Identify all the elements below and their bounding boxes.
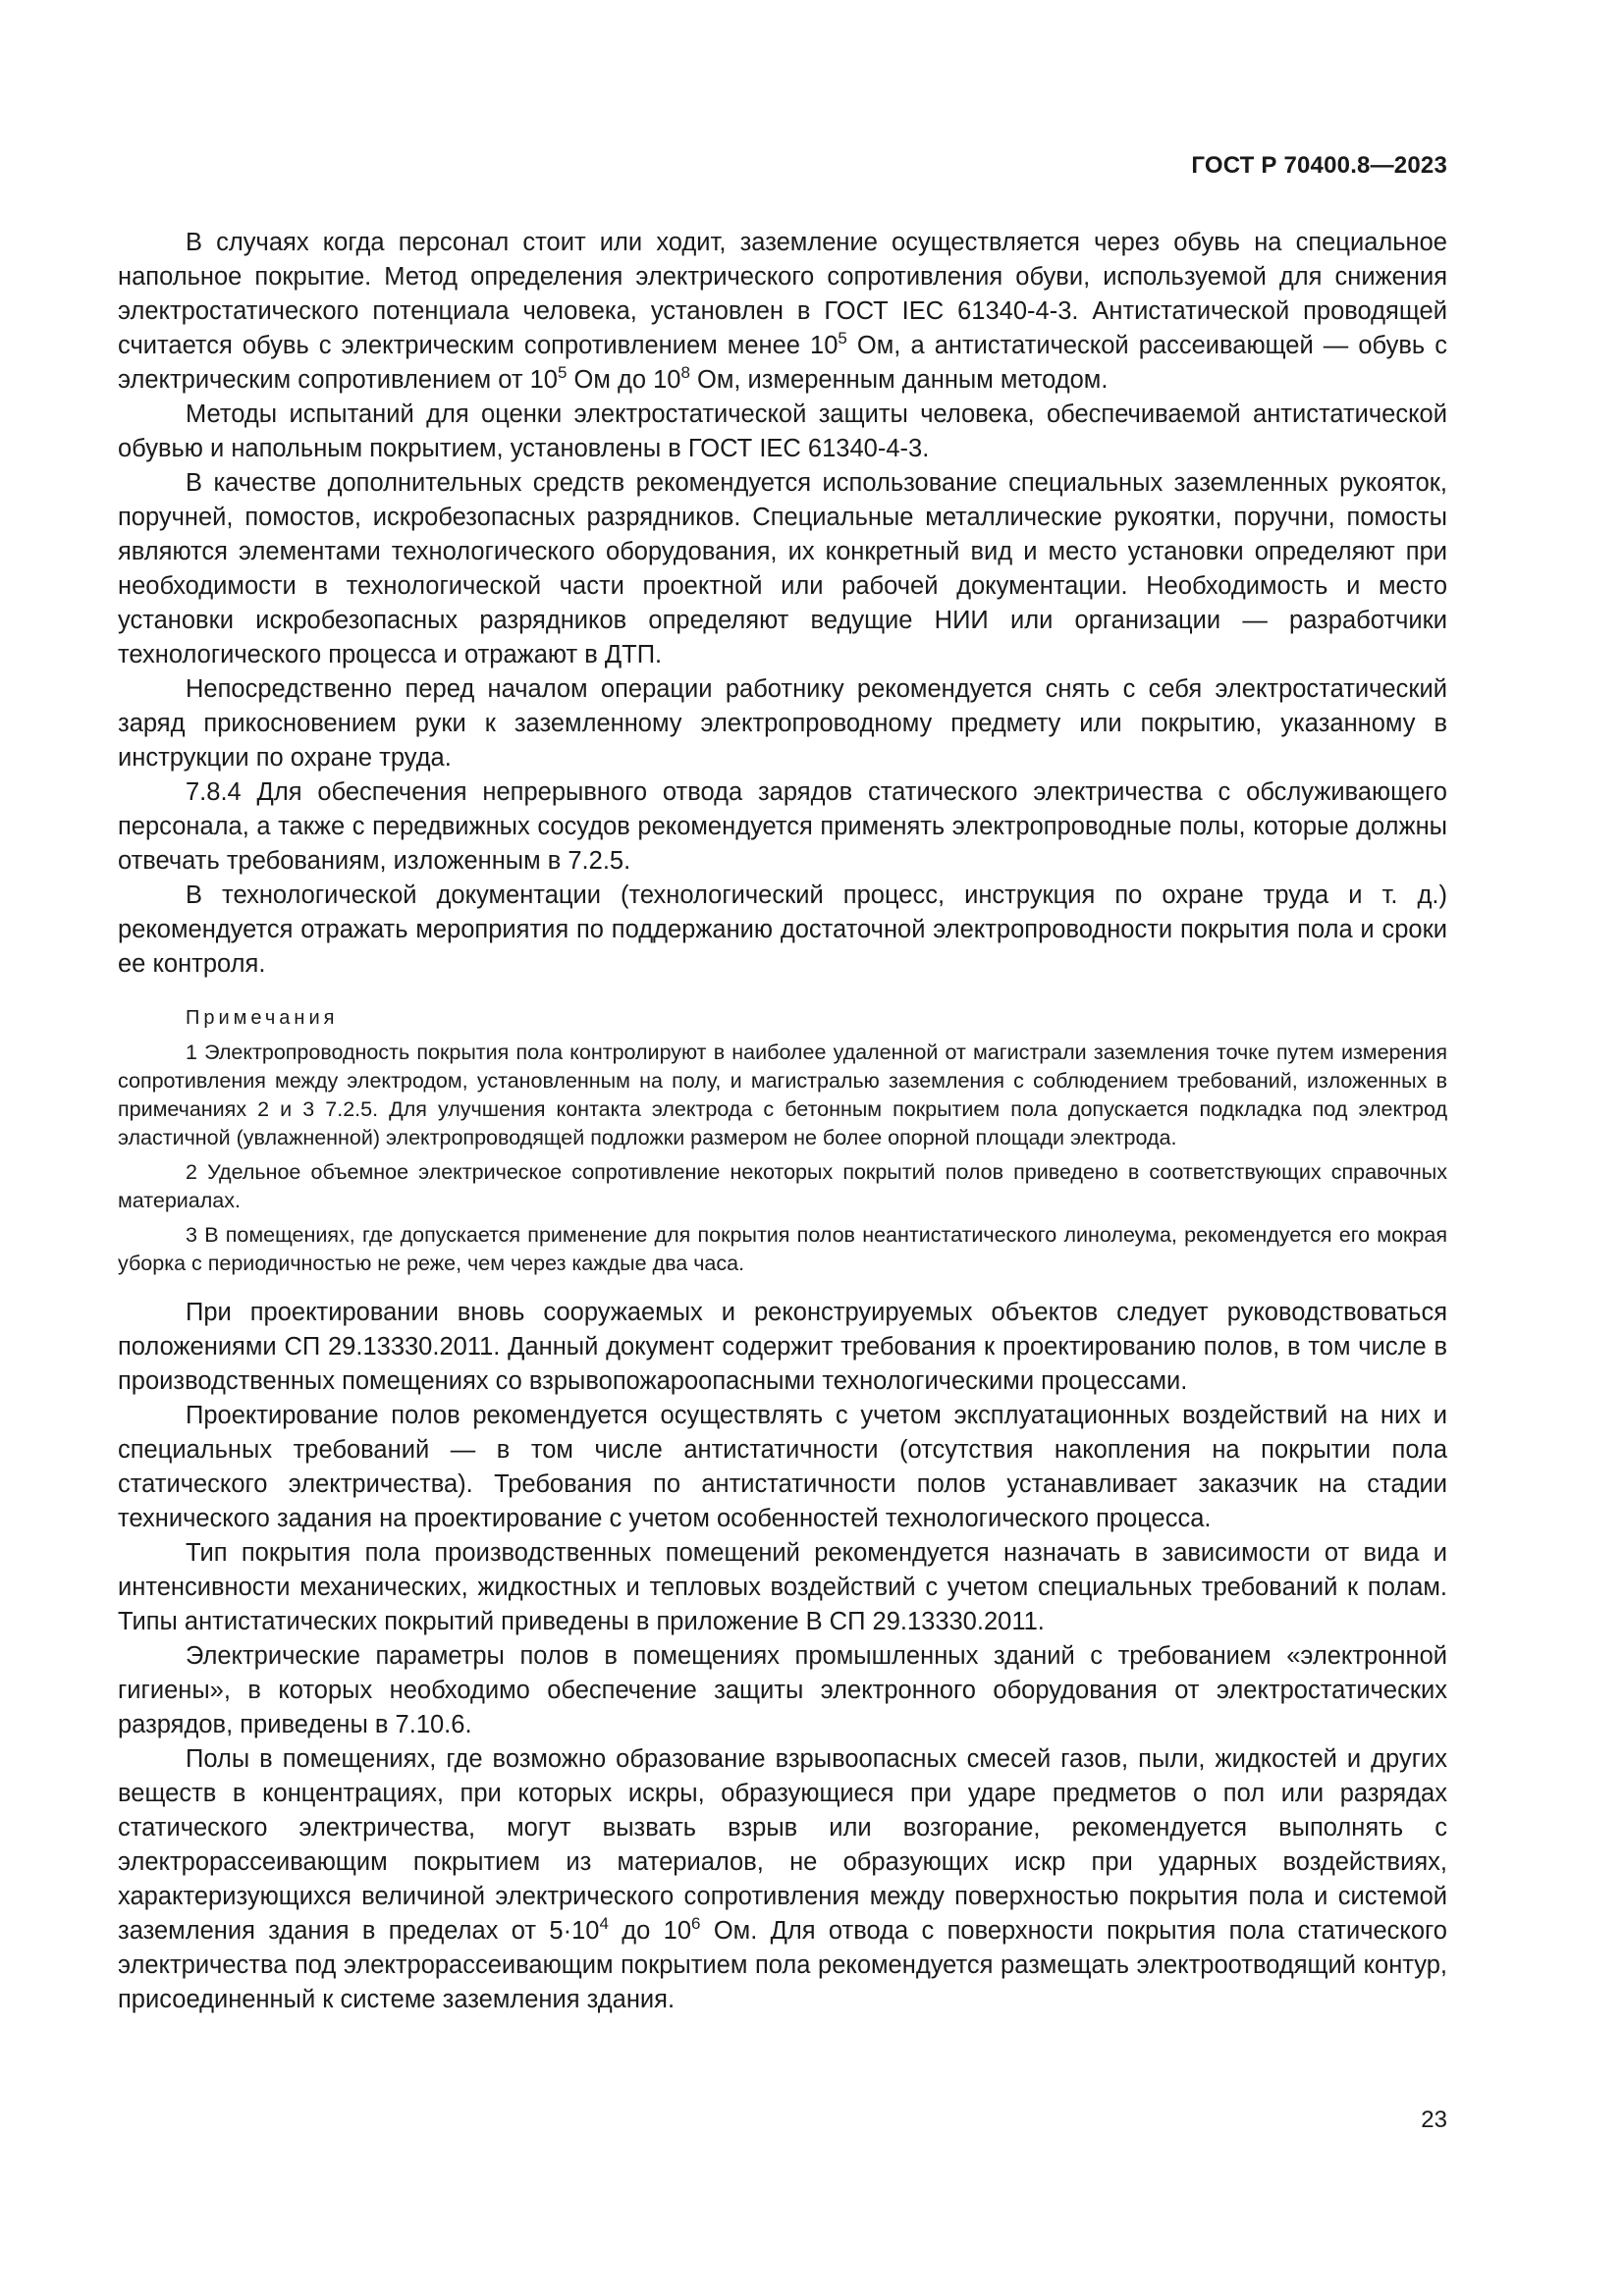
page-number: 23	[1421, 2107, 1447, 2133]
paragraph-design-norms: При проектировании вновь сооружаемых и реконструируемых объектов следует руководствоваться положениями СП 29.13330.2011. Данный документ содержит требования к проектированию полов, в том числе в производственных помещениях со взрывопожароопасными технологическими процессами.	[118, 1299, 1447, 1395]
exponent: 8	[680, 363, 690, 382]
paragraph-7-8-4: 7.8.4 Для обеспечения непрерывного отвода зарядов статического электричества с обслуживающего персонала, а также с передвижных сосудов рекомендуется применять электропроводные полы, которые должны отвечать требованиям, изложенным в 7.2.5.	[118, 778, 1447, 875]
exponent: 4	[599, 1914, 609, 1933]
paragraph-electronic-hygiene: Электрические параметры полов в помещениях промышленных зданий с требованием «электронной гигиены», в которых необходимо обеспечение защиты электронного оборудования от электростатических разрядов, приведены в 7.10.6.	[118, 1642, 1447, 1738]
paragraph-floor-design: Проектирование полов рекомендуется осуществлять с учетом эксплуатационных воздействий на них и специальных требований — в том числе антистатичности (отсутствия накопления на покрытии пола статического электричества). Требования по антистатичности полов устанавливает заказчик на стадии технического задания на проектирование с учетом особенностей технологического процесса.	[118, 1402, 1447, 1532]
document-id-header: ГОСТ Р 70400.8—2023	[1191, 152, 1447, 179]
paragraph-explosive-areas: Полы в помещениях, где возможно образование взрывоопасных смесей газов, пыли, жидкостей и других веществ в концентрациях, при которых искры, образующиеся при ударе предметов о пол или разрядах статического электричества, могут вызвать взрыв или возгорание, рекомендуется выполнять с электрорассеивающим покрытием из материалов, не образующих искр при ударных воздействиях, характеризующихся величиной электрического сопротивления между поверхностью покрытия пола и системой заземления здания в пределах от $5\cdot 10^4$ до $10^6$ Ом. Для отвода с поверхности покрытия пола статического электричества под электрорассеивающим покрытием пола рекомендуется размещать электроотводящий контур, присоединенный к системе заземления здания.	[118, 1745, 1447, 2013]
exponent: 5	[557, 363, 568, 382]
notes-title: Примечания	[186, 1007, 339, 1029]
paragraph-floor-type: Тип покрытия пола производственных помещений рекомендуется назначать в зависимости от вида и интенсивности механических, жидкостных и тепловых воздействий с учетом специальных требований к полам. Типы антистатических покрытий приведены в приложение В СП 29.13330.2011.	[118, 1539, 1447, 1635]
note-item-2: 2 Удельное объемное электрическое сопротивление некоторых покрытий полов приведено в соответствующих справочных материалах.	[118, 1160, 1447, 1212]
document-body	[118, 226, 1447, 2017]
paragraph-additional-means: В качестве дополнительных средств рекомендуется использование специальных заземленных рукояток, поручней, помостов, искробезопасных разрядников. Специальные металлические рукоятки, поручни, помосты являются элементами технологического оборудования, их конкретный вид и место установки определяют при необходимости в технологической части проектной или рабочей документации. Необходимость и место установки искробезопасных разрядников определяют ведущие НИИ или организации — разработчики технологического процесса и отражают в ДТП.	[118, 469, 1447, 668]
paragraph-footwear-grounding: В случаях когда персонал стоит или ходит, заземление осуществляется через обувь на специальное напольное покрытие. Метод определения электрического сопротивления обуви, используемой для снижения электростатического потенциала человека, установлен в ГОСТ IEC 61340-4-3. Антистатической проводящей считается обувь с электрическим сопротивлением менее $10^5$ Ом, а антистатической рассеивающей — обувь с электрическим сопротивлением от $10^5$ Ом до $10^8$ Ом, измеренным данным методом.	[118, 229, 1447, 394]
exponent: 6	[691, 1914, 701, 1933]
paragraph-technological-documentation: В технологической документации (технологический процесс, инструкция по охране труда и т. д.) рекомендуется отражать мероприятия по поддержанию достаточной электропроводности покрытия пола и сроки ее контроля.	[118, 881, 1447, 978]
paragraph-test-methods: Методы испытаний для оценки электростатической защиты человека, обеспечиваемой антистатической обувью и напольным покрытием, установлены в ГОСТ IEC 61340-4-3.	[118, 400, 1447, 462]
note-item-1: 1 Электропроводность покрытия пола контролируют в наиболее удаленной от магистрали заземления точке путем измерения сопротивления между электродом, установленным на полу, и магистралью заземления с соблюдением требований, изложенных в примечаниях 2 и 3 7.2.5. Для улучшения контакта электрода с бетонным покрытием пола допускается подкладка под электрод эластичной (увлажненной) электропроводящей подложки размером не более опорной площади электрода.	[118, 1041, 1447, 1149]
exponent: 5	[838, 329, 847, 347]
paragraph-discharge-before-operation: Непосредственно перед началом операции работнику рекомендуется снять с себя электростатический заряд прикосновением руки к заземленному электропроводному предмету или покрытию, указанному в инструкции по охране труда.	[118, 675, 1447, 772]
note-item-3: 3 В помещениях, где допускается применение для покрытия полов неантистатического линолеума, рекомендуется его мокрая уборка с периодичностью не реже, чем через каждые два часа.	[118, 1223, 1447, 1275]
